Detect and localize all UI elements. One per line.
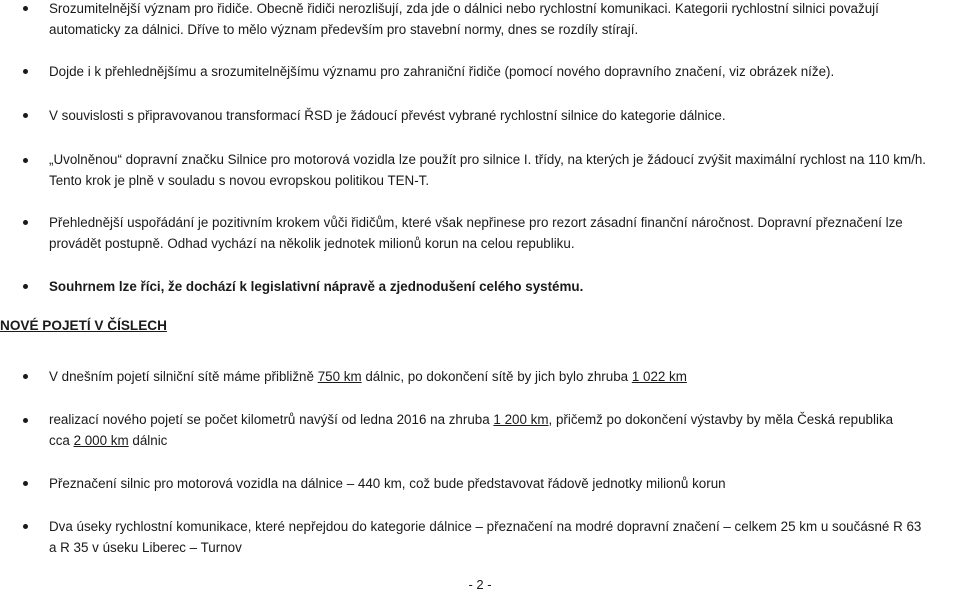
list-item-summary: Souhrnem lze říci, že dochází k legislativní nápravě a zjednodušení celého systému. [49, 279, 584, 294]
bullet-dot [23, 418, 28, 423]
list-item: Dojde i k přehlednějšímu a srozumitelnějšímu významu pro zahraniční řidiče (pomocí nového dopravního značení, viz obrázek níže). [49, 64, 835, 79]
list-item: V souvislosti s připravovanou transformací ŘSD je žádoucí převést vybrané rychlostní silnice do kategorie dálnice. [49, 108, 726, 123]
value-2016-km: 1 200 km [493, 412, 549, 427]
bullet-dot [23, 113, 28, 118]
value-current-km: 750 km [317, 369, 362, 384]
value-completed-km: 1 022 km [631, 369, 687, 384]
bullet-dot [23, 524, 28, 529]
page-number: - 2 - [468, 577, 492, 592]
bullet-dot [23, 6, 28, 11]
bullet-dot [23, 374, 28, 379]
bullet-dot [23, 158, 28, 163]
list-item: Dva úseky rychlostní komunikace, které nepřejdou do kategorie dálnice – přeznačení na modré dopravní značení – celkem 25 km u součásné R 63 a R 35 v úseku Liberec – Turnov [49, 519, 922, 555]
bullet-dot [23, 284, 28, 289]
bullet-dot [23, 481, 28, 486]
bullet-dot [23, 69, 28, 74]
list-item: realizací nového pojetí se počet kilometrů navýší od ledna 2016 na zhruba 1 200 km, přičemž po dokončení výstavby by měla Česká republika cca 2 000 km dálnic [49, 412, 894, 448]
list-item: Přehlednější uspořádání je pozitivním krokem vůči řidičům, které však nepřinese pro rezort zásadní finanční náročnost. Dopravní přeznačení lze provádět postupně. Odhad vychází na několik jednotek milionů korun na celou republiku. [49, 215, 903, 251]
value-final-km: 2 000 km [73, 433, 129, 448]
bullet-dot [23, 220, 28, 225]
list-item: Přeznačení silnic pro motorová vozidla na dálnice – 440 km, což bude představovat řádově jednotky milionů korun [49, 476, 726, 491]
list-item: „Uvolněnou“ dopravní značku Silnice pro motorová vozidla lze použít pro silnice I. třídy, na kterých je žádoucí zvýšit maximální rychlost na 110 km/h. Tento krok je plně v souladu s novou evropskou politikou TEN-T. [49, 152, 926, 188]
list-item: V dnešním pojetí silniční sítě máme přibližně 750 km dálnic, po dokončení sítě by jich bylo zhruba 1 022 km [49, 369, 687, 384]
list-item: Srozumitelnější význam pro řidiče. Obecně řidiči nerozlišují, zda jde o dálnici nebo rychlostní komunikaci. Kategorii rychlostní silnici považují automaticky za dálnici. Dříve to mělo význam především pro stavební normy, dnes se rozdíly stírají. [49, 1, 879, 37]
section-heading: NOVÉ POJETÍ V ČÍSLECH [0, 318, 167, 333]
